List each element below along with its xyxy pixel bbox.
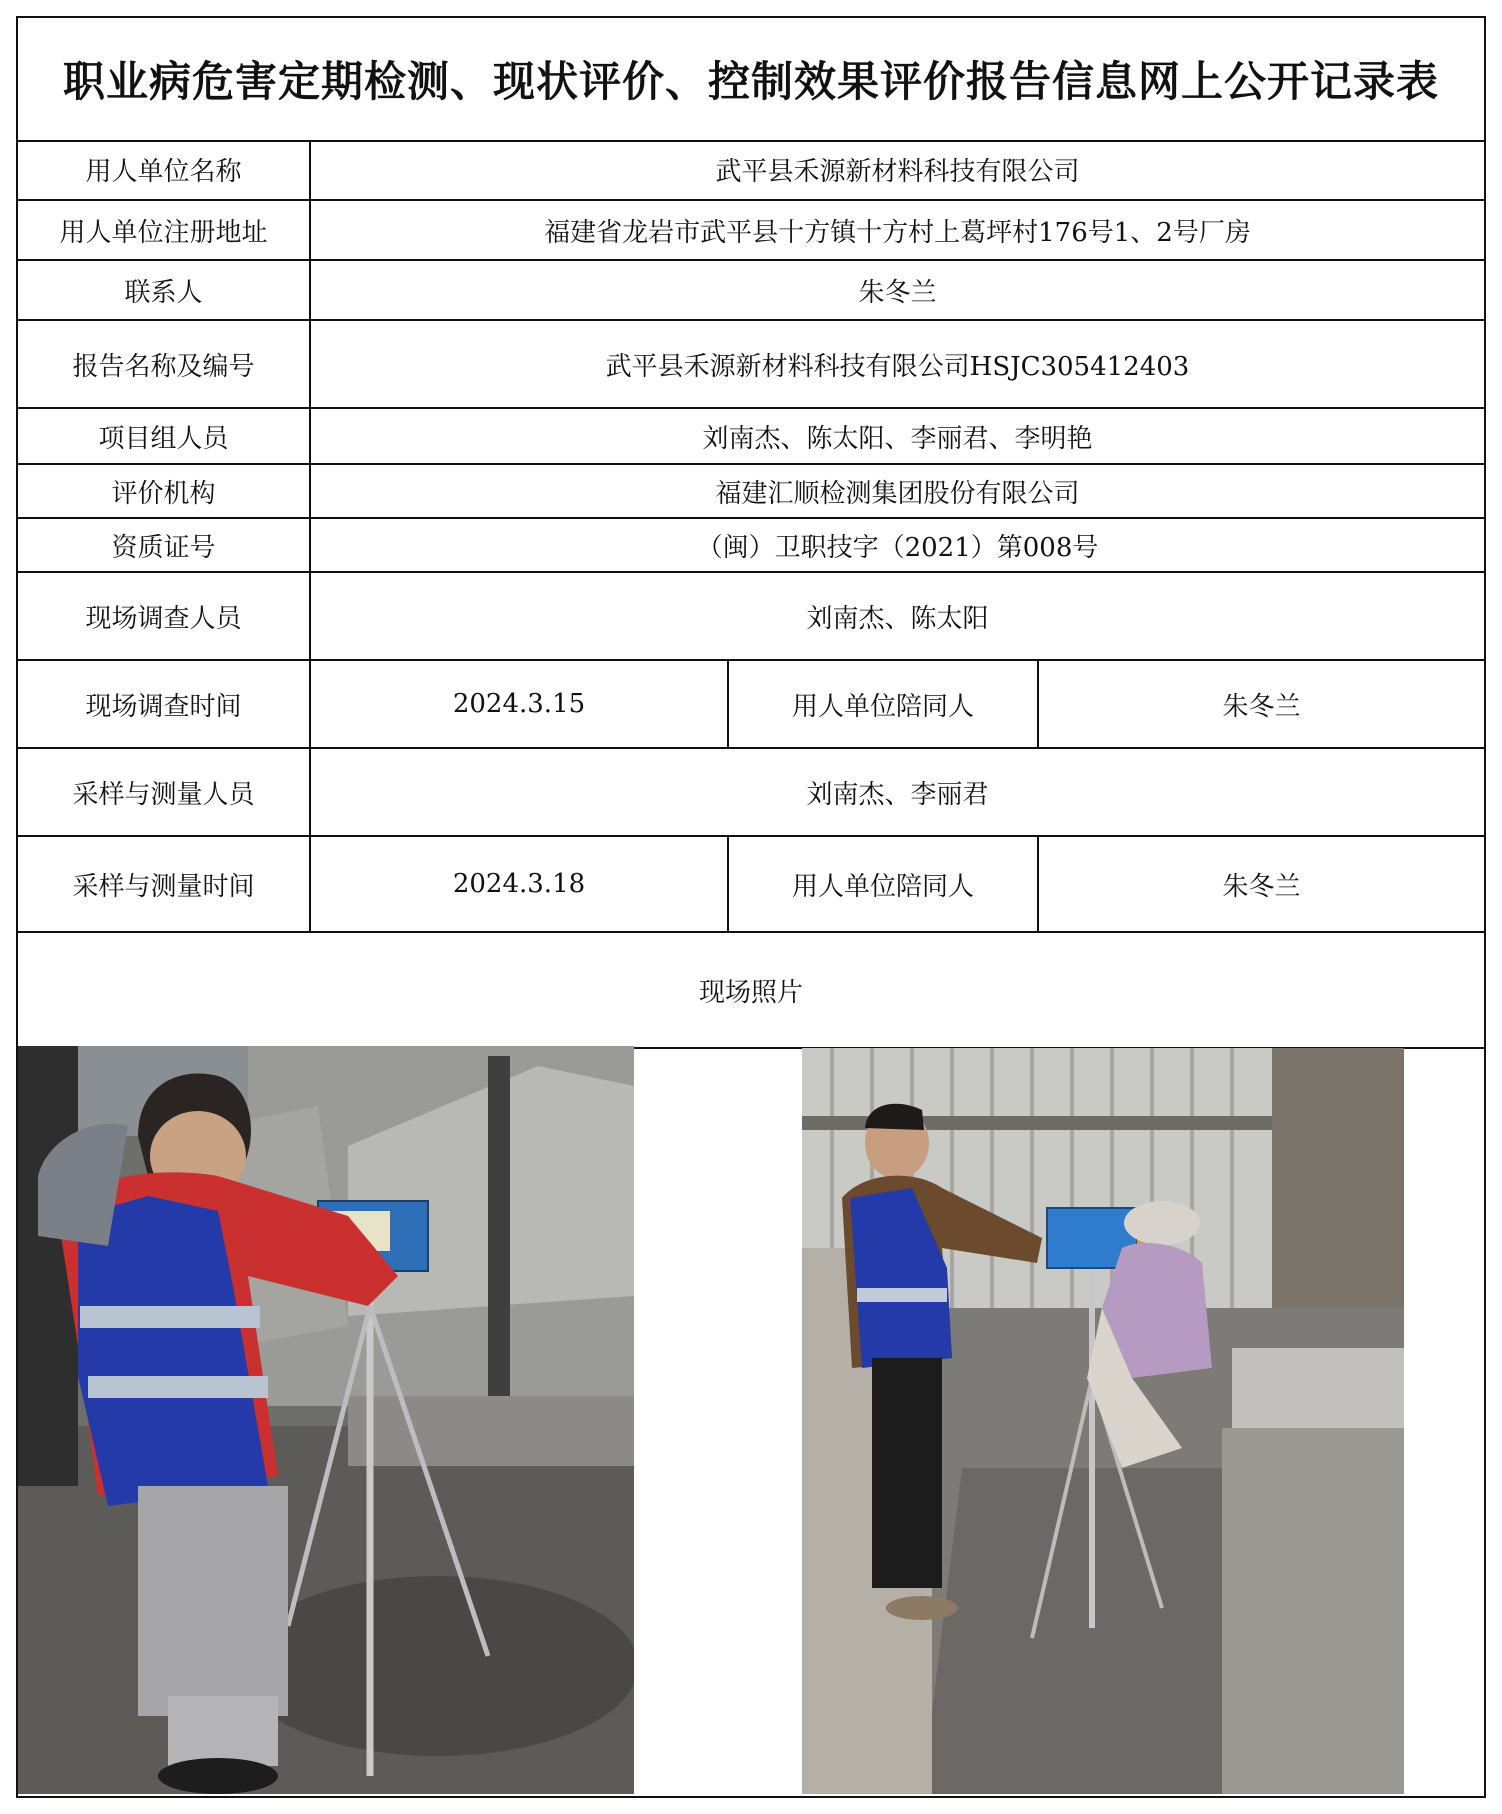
employer-name-label: 用人单位名称 bbox=[18, 140, 310, 200]
sampling-staff-label: 采样与测量人员 bbox=[18, 748, 310, 836]
contact-value: 朱冬兰 bbox=[310, 260, 1484, 320]
sampling-companion-value: 朱冬兰 bbox=[1038, 836, 1484, 932]
survey-time-label: 现场调查时间 bbox=[18, 660, 310, 748]
table-row bbox=[18, 836, 1484, 932]
info-table bbox=[18, 140, 1484, 1049]
report-label: 报告名称及编号 bbox=[18, 320, 310, 408]
team-value: 刘南杰、陈太阳、李丽君、李明艳 bbox=[310, 408, 1484, 464]
table-row bbox=[18, 932, 1484, 1048]
table-row bbox=[18, 408, 1484, 464]
employer-address-value: 福建省龙岩市武平县十方镇十方村上葛坪村176号1、2号厂房 bbox=[310, 200, 1484, 260]
table-row bbox=[18, 518, 1484, 572]
survey-staff-label: 现场调查人员 bbox=[18, 572, 310, 660]
photos-area bbox=[18, 1046, 1484, 1796]
table-row bbox=[18, 660, 1484, 748]
survey-staff-value: 刘南杰、陈太阳 bbox=[310, 572, 1484, 660]
cert-value: （闽）卫职技字（2021）第008号 bbox=[310, 518, 1484, 572]
site-photo-2 bbox=[802, 1048, 1404, 1794]
cert-label: 资质证号 bbox=[18, 518, 310, 572]
sampling-companion-label: 用人单位陪同人 bbox=[728, 836, 1038, 932]
survey-companion-value: 朱冬兰 bbox=[1038, 660, 1484, 748]
agency-value: 福建汇顺检测集团股份有限公司 bbox=[310, 464, 1484, 518]
table-row bbox=[18, 748, 1484, 836]
table-row bbox=[18, 572, 1484, 660]
form-title: 职业病危害定期检测、现状评价、控制效果评价报告信息网上公开记录表 bbox=[18, 18, 1484, 142]
sampling-time-label: 采样与测量时间 bbox=[18, 836, 310, 932]
agency-label: 评价机构 bbox=[18, 464, 310, 518]
record-form bbox=[16, 16, 1486, 1798]
team-label: 项目组人员 bbox=[18, 408, 310, 464]
survey-companion-label: 用人单位陪同人 bbox=[728, 660, 1038, 748]
table-row bbox=[18, 260, 1484, 320]
table-row bbox=[18, 200, 1484, 260]
sampling-staff-value: 刘南杰、李丽君 bbox=[310, 748, 1484, 836]
photos-caption: 现场照片 bbox=[18, 932, 1484, 1048]
sampling-time-value: 2024.3.18 bbox=[310, 836, 728, 932]
employer-address-label: 用人单位注册地址 bbox=[18, 200, 310, 260]
contact-label: 联系人 bbox=[18, 260, 310, 320]
report-value: 武平县禾源新材料科技有限公司HSJC305412403 bbox=[310, 320, 1484, 408]
table-row bbox=[18, 320, 1484, 408]
survey-time-value: 2024.3.15 bbox=[310, 660, 728, 748]
site-photo-1 bbox=[18, 1046, 634, 1794]
employer-name-value: 武平县禾源新材料科技有限公司 bbox=[310, 140, 1484, 200]
table-row bbox=[18, 140, 1484, 200]
table-row bbox=[18, 464, 1484, 518]
